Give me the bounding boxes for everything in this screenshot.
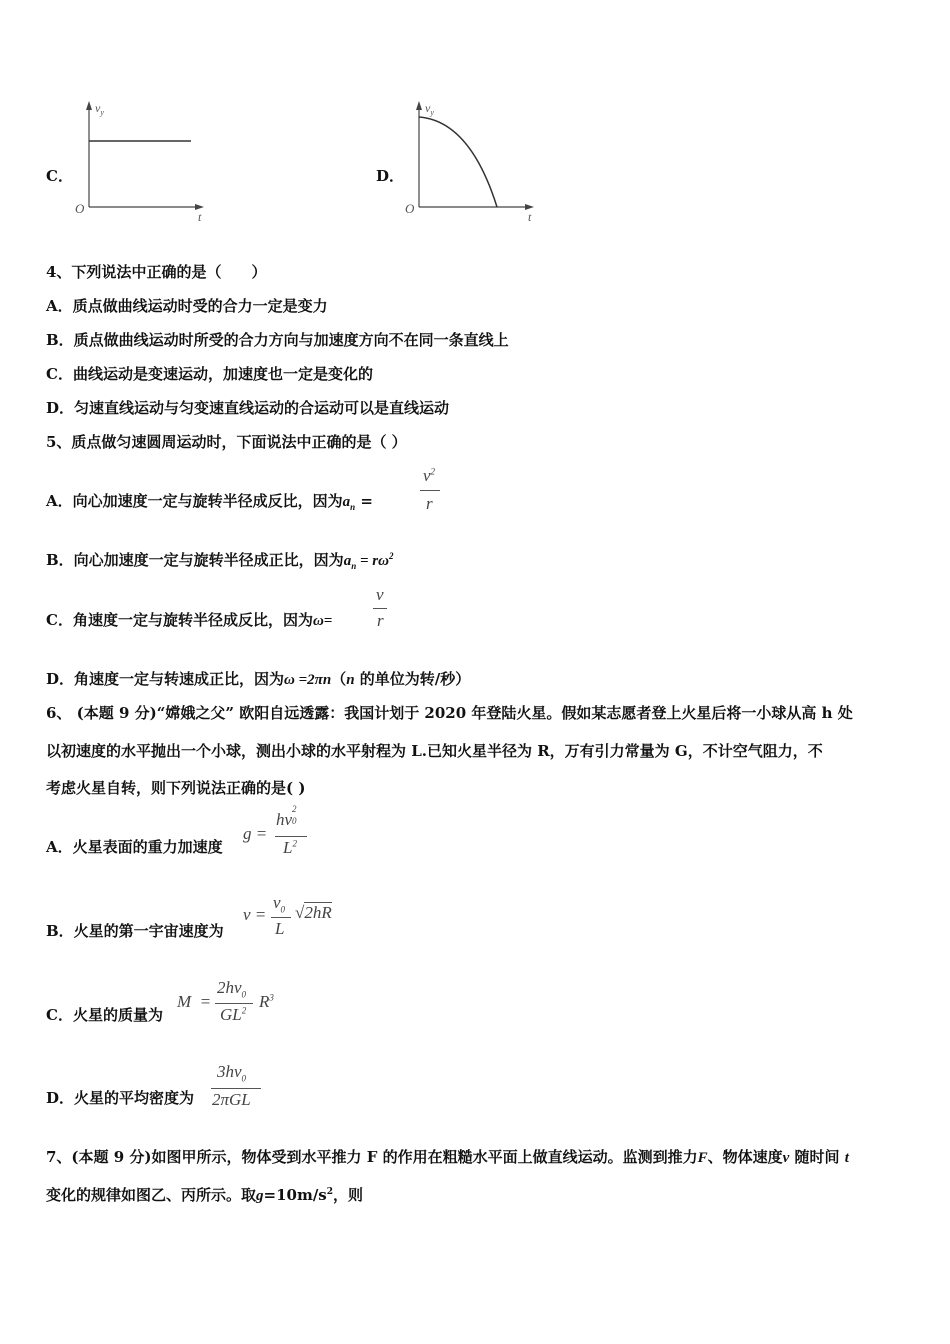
q6-line3: 考虑火星自转，则下列说法正确的是( ) [46, 779, 306, 797]
q5-option-b: B．向心加速度一定与旋转半径成正比，因为$a_n = r\omega^2$ [46, 551, 394, 571]
q5-a-fraction: $v^2$ r [420, 466, 442, 516]
q7-line2: 变化的规律如图乙、丙所示。取$g=10m/s^2$，则 [46, 1186, 364, 1204]
graph-c-origin: O [75, 201, 85, 216]
q4-option-c: C．曲线运动是变速运动，加速度也一定是变化的 [46, 365, 373, 383]
q4-stem: 4、下列说法中正确的是（ ） [46, 263, 267, 281]
graph-d-origin: O [405, 201, 415, 216]
q7-line1: 7、(本题 9 分)如图甲所示，物体受到水平推力 F 的作用在粗糙水平面上做直线运动。监测到推力F、物体速度v 随时间 t [46, 1148, 849, 1166]
graph-c-x-label: t [198, 210, 202, 224]
graph-c [70, 95, 220, 225]
q6-b-formula: v = $v_0$ L √2hR [243, 893, 332, 938]
q4-option-d: D．匀速直线运动与匀变速直线运动的合运动可以是直线运动 [46, 399, 450, 417]
graph-c-y-arrow [86, 101, 92, 110]
q6-option-c: C．火星的质量为 [46, 1006, 163, 1024]
q5-option-a: A．向心加速度一定与旋转半径成反比，因为$a_n$ = [46, 492, 373, 512]
q6-option-d: D．火星的平均密度为 [46, 1089, 195, 1107]
q5-a-lhs: $a_n$ [342, 494, 356, 512]
graph-d-x-label: t [528, 210, 532, 224]
graph-c-label: C． [46, 167, 73, 185]
q5-a-text: A．向心加速度一定与旋转半径成反比，因为 [46, 492, 343, 510]
q6-option-a: A．火星表面的重力加速度 [46, 838, 223, 856]
q5-option-c: C．角速度一定与旋转半径成反比，因为ω= [46, 611, 333, 629]
q5-c-fraction: v r [373, 585, 389, 633]
q4-option-a: A．质点做曲线运动时受的合力一定是变力 [46, 297, 328, 315]
q5-stem: 5、质点做匀速圆周运动时，下面说法中正确的是（ ） [46, 433, 407, 451]
q6-line1: 6、 (本题 9 分)“嫦娥之父” 欧阳自远透露：我国计划于 2020 年登陆火星。假如某志愿者登上火星后将一小球从高 h 处 [46, 704, 853, 722]
graph-d-y-label: $v_y$ [425, 101, 434, 117]
q6-d-formula: $3hv_0$ 2πGL [209, 1062, 269, 1114]
q6-c-formula: M = $2hv_0$ $GL^2$ $R^3$ [177, 978, 274, 1024]
q6-option-b: B．火星的第一宇宙速度为 [46, 922, 224, 940]
q5-option-d: D．角速度一定与转速成正比，因为ω =2πn（n 的单位为转/秒） [46, 670, 471, 688]
q6-line2: 以初速度的水平抛出一个小球，测出小球的水平射程为 L.已知火星半径为 R，万有引力常量为 G，不计空气阻力，不 [46, 742, 823, 760]
graph-d-y-arrow [416, 101, 422, 110]
graph-d [400, 95, 550, 225]
graph-d-label: D． [376, 167, 405, 185]
graph-d-curve [419, 117, 497, 207]
q4-option-b: B．质点做曲线运动时所受的合力方向与加速度方向不在同一条直线上 [46, 331, 509, 349]
q6-a-formula: g = hv 2 0 $L^2$ [243, 810, 313, 862]
graph-c-y-label: $v_y$ [95, 101, 104, 117]
